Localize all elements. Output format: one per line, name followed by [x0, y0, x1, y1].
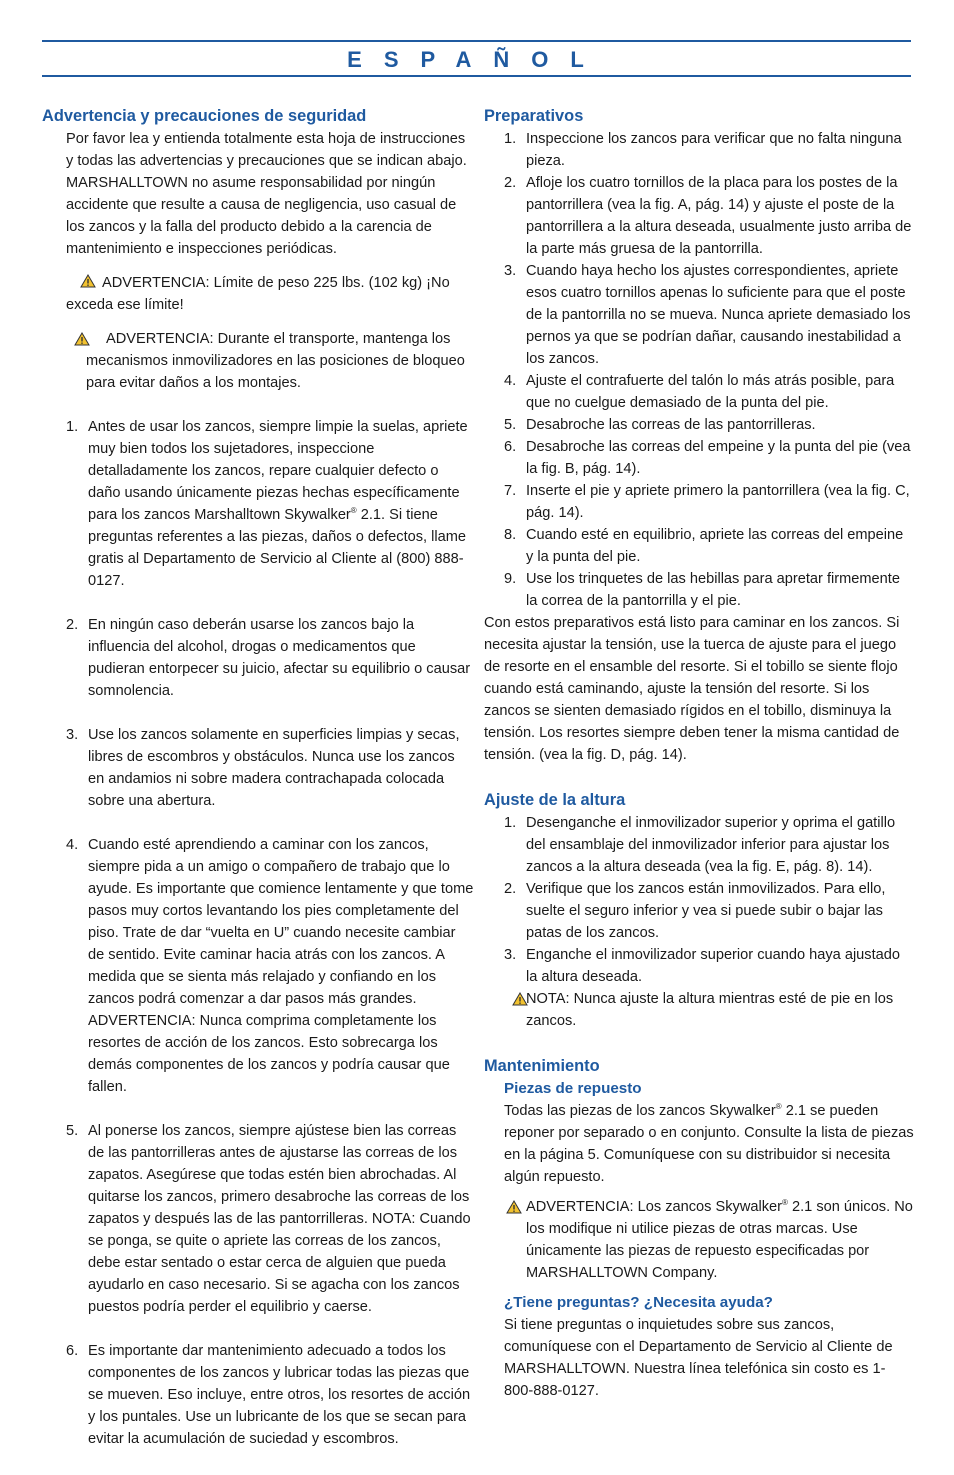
- warning-weight: [42, 272, 474, 316]
- list-item: 2. Afloje los cuatro tornillos de la placa para los postes de la pantorrillera (vea la fig. A, pág. 14) y ajuste el poste de la pantorrillera a la altura deseada, usualmente justo arriba de la parte más gruesa de la pantorrilla.: [504, 175, 912, 257]
- prep-list: [484, 128, 914, 612]
- prep-closing: Con estos preparativos está listo para caminar en los zancos. Si necesita ajustar la tensión, use la tuerca de ajuste para el juego de resorte en el ensamble del resorte. Si el tobillo se siente flojo cuando está caminando, ajuste la tensión del resorte. Si los zancos se sienten demasiado rígidos en el tobillo, disminuya la tensión. Los resortes siempre deben tener la misma cantidad de tensión. (vea la fig. D, pág. 14).: [484, 615, 900, 763]
- help-heading: ¿Tiene preguntas? ¿Necesita ayuda?: [504, 1294, 773, 1311]
- warning-triangle-icon: [74, 332, 90, 346]
- language-title: ESPAÑOL: [347, 47, 606, 72]
- warning-transport: [42, 328, 474, 394]
- list-item: 4. Cuando esté aprendiendo a caminar con los zancos, siempre pida a un amigo o compañero de trabajo que lo ayude. Es importante que comience lentamente y que tome pasos muy cortos levantando los pies completamente del piso. Trate de dar “vuelta en U” cuando necesite cambiar de sentido. Evite caminar hacia atrás con los zancos. A medida que se sienta más relajado y confiando en los zancos podrá comenzar a dar pasos más grandes. ADVERTENCIA: Nunca comprima completamente los resortes de acción de los zancos. Esto sobrecarga los demás componentes de los zancos y podría causar que fallen.: [66, 837, 474, 1095]
- safety-column: [42, 104, 474, 1450]
- list-item: 2. En ningún caso deberán usarse los zancos bajo la influencia del alcohol, drogas o medicamentos que pudieran entorpecer su juicio, afectar su equilibrio o causar somnolencia.: [66, 617, 471, 699]
- list-item: 5. Al ponerse los zancos, siempre ajústese bien las correas de las pantorrilleras antes de ajustarse las correas de los zapatos. Asegúrese que todas estén bien abrochadas. Al quitarse los zancos, primero desabroche las correas de los zapatos y después las de las pantorrilleras. NOTA: Cuando se ponga, se quite o apriete las correas de los zancos, debe estar sentado o estar cerca de alguien que pueda ayudarlo en caso necesario. Si se agacha con los zancos puestos podría perder el equilibrio y caerse.: [66, 1123, 471, 1315]
- prep-heading: Preparativos: [484, 107, 584, 125]
- warning-triangle-icon: [506, 1200, 522, 1214]
- warning-triangle-icon: [80, 274, 96, 288]
- parts-warning: ADVERTENCIA: Los zancos Skywalker® 2.1 son únicos. No los modifique ni utilice piezas de otras marcas. Use únicamente las piezas de repuesto especificadas por MARSHALLTOWN Company.: [484, 1196, 914, 1284]
- title-rule: [42, 75, 911, 77]
- safety-intro: Por favor lea y entienda totalmente esta hoja de instrucciones y todas las advertencias y precauciones que se indican abajo. MARSHALLTOWN no asume responsabilidad por ningún accidente que resulte a causa de negligencia, uso casual de los zancos y la falla del producto debido a la carencia de mantenimiento e inspecciones periódicas.: [66, 131, 467, 257]
- list-item: 5. Desabroche las correas de las pantorrilleras.: [504, 417, 816, 433]
- list-item: 3. Use los zancos solamente en superficies limpias y secas, libres de escombros y obstáculos. Nunca use los zancos en andamios ni sobre madera contrachapada colocada sobre una abertura.: [66, 727, 460, 809]
- list-item: 9. Use los trinquetes de las hebillas para apretar firmemente la correa de la pantorrilla y el pie.: [504, 571, 900, 609]
- list-item: 1. Desenganche el inmovilizador superior y oprima el gatillo del ensamblaje del inmovilizador inferior para ajustar los zancos a la altura deseada (vea la fig. E, pág. 8). 14).: [504, 815, 896, 875]
- warning-triangle-icon: [512, 992, 528, 1006]
- list-item: 8. Cuando esté en equilibrio, apriete las correas del empeine y la punta del pie.: [504, 527, 904, 565]
- top-rule: [42, 40, 911, 42]
- list-item: 4. Ajuste el contrafuerte del talón lo más atrás posible, para que no cuelgue demasiado de la punta del pie.: [504, 373, 895, 411]
- list-item: 2. Verifique que los zancos están inmovilizados. Para ello, suelte el seguro inferior y vea si puede subir o bajar las patas de los zancos.: [504, 881, 886, 941]
- safety-heading: Advertencia y precauciones de seguridad: [42, 107, 367, 125]
- list-item: 7. Inserte el pie y apriete primero la pantorrillera (vea la fig. C, pág. 14).: [504, 483, 910, 521]
- list-item: 1. Antes de usar los zancos, siempre limpie la suelas, apriete muy bien todos los sujetadores, inspeccione detalladamente los zancos, repare cualquier defecto o daño usando únicamente piezas hechas específicamente para los zancos Marshalltown Skywalker® 2.1. Si tiene preguntas referentes a las piezas, daños o defectos, llame gratis al Departamento de Servicio al Cliente al (800) 888-0127.: [66, 419, 468, 589]
- instructions-column: [484, 104, 914, 1402]
- height-note: NOTA: Nunca ajuste la altura mientras esté de pie en los zancos.: [484, 988, 914, 1032]
- height-heading: Ajuste de la altura: [484, 791, 626, 809]
- list-item: 6. Es importante dar mantenimiento adecuado a todos los componentes de los zancos y lubricar todas las piezas que se mueven. Eso incluye, entre otros, los resortes de acción y los puntales. Use un lubricante de los que se secan para evitar la acumulación de suciedad y escombros.: [66, 1343, 471, 1447]
- list-item: 1. Inspeccione los zancos para verificar que no falta ninguna pieza.: [504, 131, 902, 169]
- list-item: 3. Enganche el inmovilizador superior cuando haya ajustado la altura deseada.: [504, 947, 901, 985]
- parts-text: Todas las piezas de los zancos Skywalker® 2.1 se pueden reponer por separado o en conjunto. Consulte la lista de piezas en la página 5. Comuníquese con su distribuidor si necesita algún repuesto.: [504, 1102, 914, 1185]
- safety-list: [42, 416, 474, 1450]
- warning-transport-text: ADVERTENCIA: Durante el transporte, mantenga los mecanismos inmovilizadores en las posiciones de bloqueo para evitar daños a los montajes.: [86, 331, 465, 391]
- parts-heading: Piezas de repuesto: [504, 1080, 642, 1097]
- help-text: Si tiene preguntas o inquietudes sobre sus zancos, comuníquese con el Departamento de Servicio al Cliente de MARSHALLTOWN. Nuestra línea telefónica sin costo es 1-800-888-0127.: [504, 1317, 893, 1399]
- list-item: 3. Cuando haya hecho los ajustes correspondientes, apriete esos cuatro tornillos apenas lo suficiente para que el poste de la pantorrilla no se mueva. Nunca apriete demasiado los pernos ya que se podrían dañar, causando inestabilidad a los zancos.: [504, 263, 911, 367]
- list-item: 6. Desabroche las correas del empeine y la punta del pie (vea la fig. B, pág. 14).: [504, 439, 911, 477]
- height-list: [484, 812, 914, 988]
- maintenance-heading: Mantenimiento: [484, 1057, 600, 1075]
- warning-weight-text: ADVERTENCIA: Límite de peso 225 lbs. (102 kg) ¡No exceda ese límite!: [66, 275, 450, 313]
